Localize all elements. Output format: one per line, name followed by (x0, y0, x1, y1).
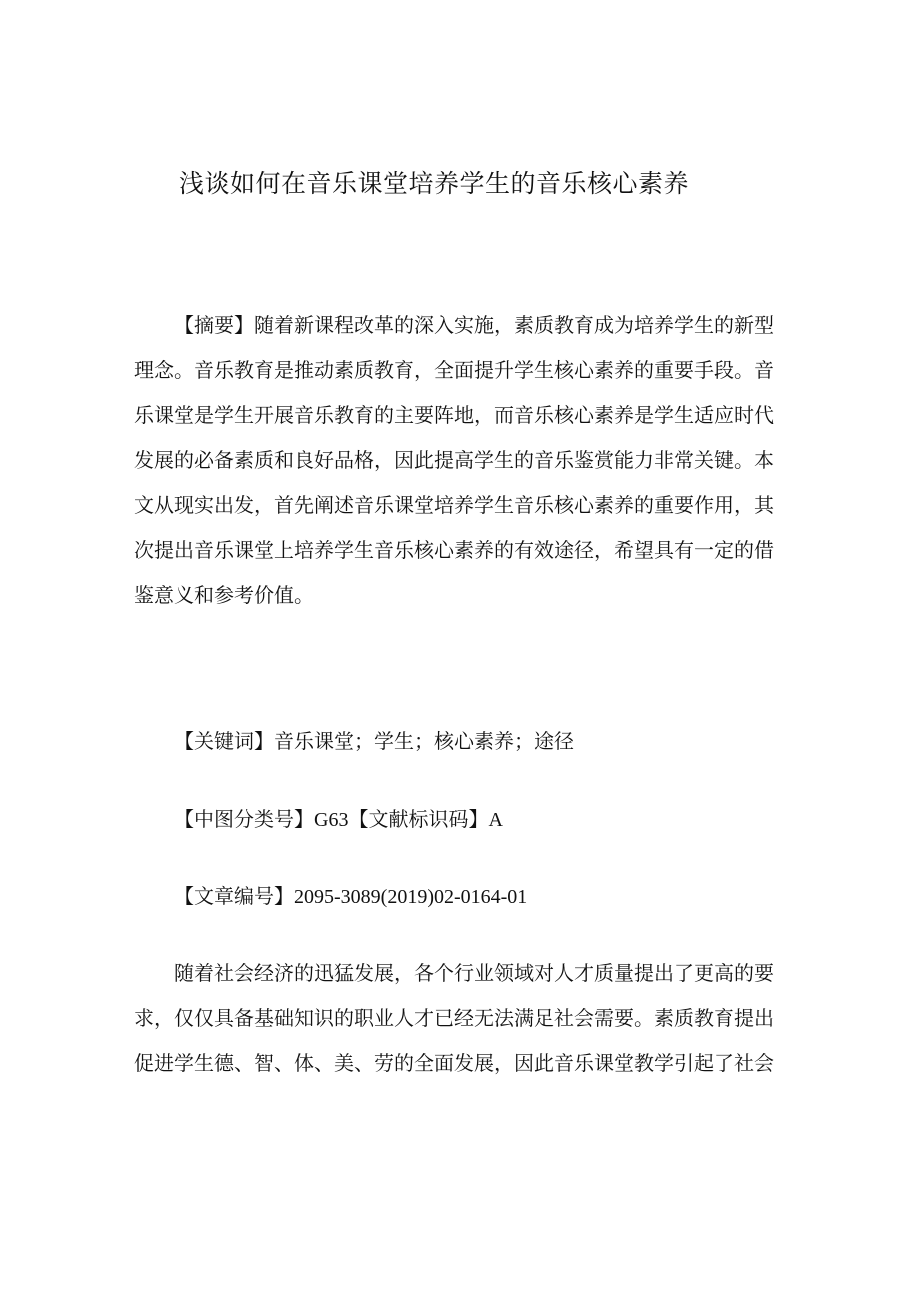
clc-value: G63 (314, 809, 349, 831)
paper-title: 浅谈如何在音乐课堂培养学生的音乐核心素养 (178, 169, 689, 198)
article-number-value: 2095-3089(2019)02-0164-01 (294, 886, 528, 908)
classification-line (174, 804, 503, 835)
article-number-label: 【文章编号】 (174, 884, 294, 908)
intro-paragraph: 随着社会经济的迅猛发展，各个行业领域对人才质量提出了更高的要求，仅仅具备基础知识的职业人才已经无法满足社会需要。素质教育提出促进学生德、智、体、美、劳的全面发展，因此音乐课堂教学引起了社会 (134, 961, 774, 1075)
keywords-text: 音乐课堂；学生；核心素养；途径 (274, 729, 574, 753)
abstract-text: 随着新课程改革的深入实施，素质教育成为培养学生的新型理念。音乐教育是推动素质教育，全面提升学生核心素养的重要手段。音乐课堂是学生开展音乐教育的主要阵地，而音乐核心素养是学生适应时代发展的必备素质和良好品格，因此提高学生的音乐鉴赏能力非常关键。本文从现实出发，首先阐述音乐课堂培养学生音乐核心素养的重要作用，其次提出音乐课堂上培养学生音乐核心素养的有效途径，希望具有一定的借鉴意义和参考价值。 (134, 313, 774, 607)
abstract-paragraph (134, 303, 774, 618)
abstract-label: 【摘要】 (174, 313, 254, 337)
doc-code-value: A (488, 809, 503, 831)
keywords-line (174, 726, 574, 756)
keywords-label: 【关键词】 (174, 729, 274, 753)
doc-code-label: 【文献标识码】 (348, 807, 489, 831)
article-number-line (174, 881, 527, 912)
clc-label: 【中图分类号】 (174, 807, 314, 831)
